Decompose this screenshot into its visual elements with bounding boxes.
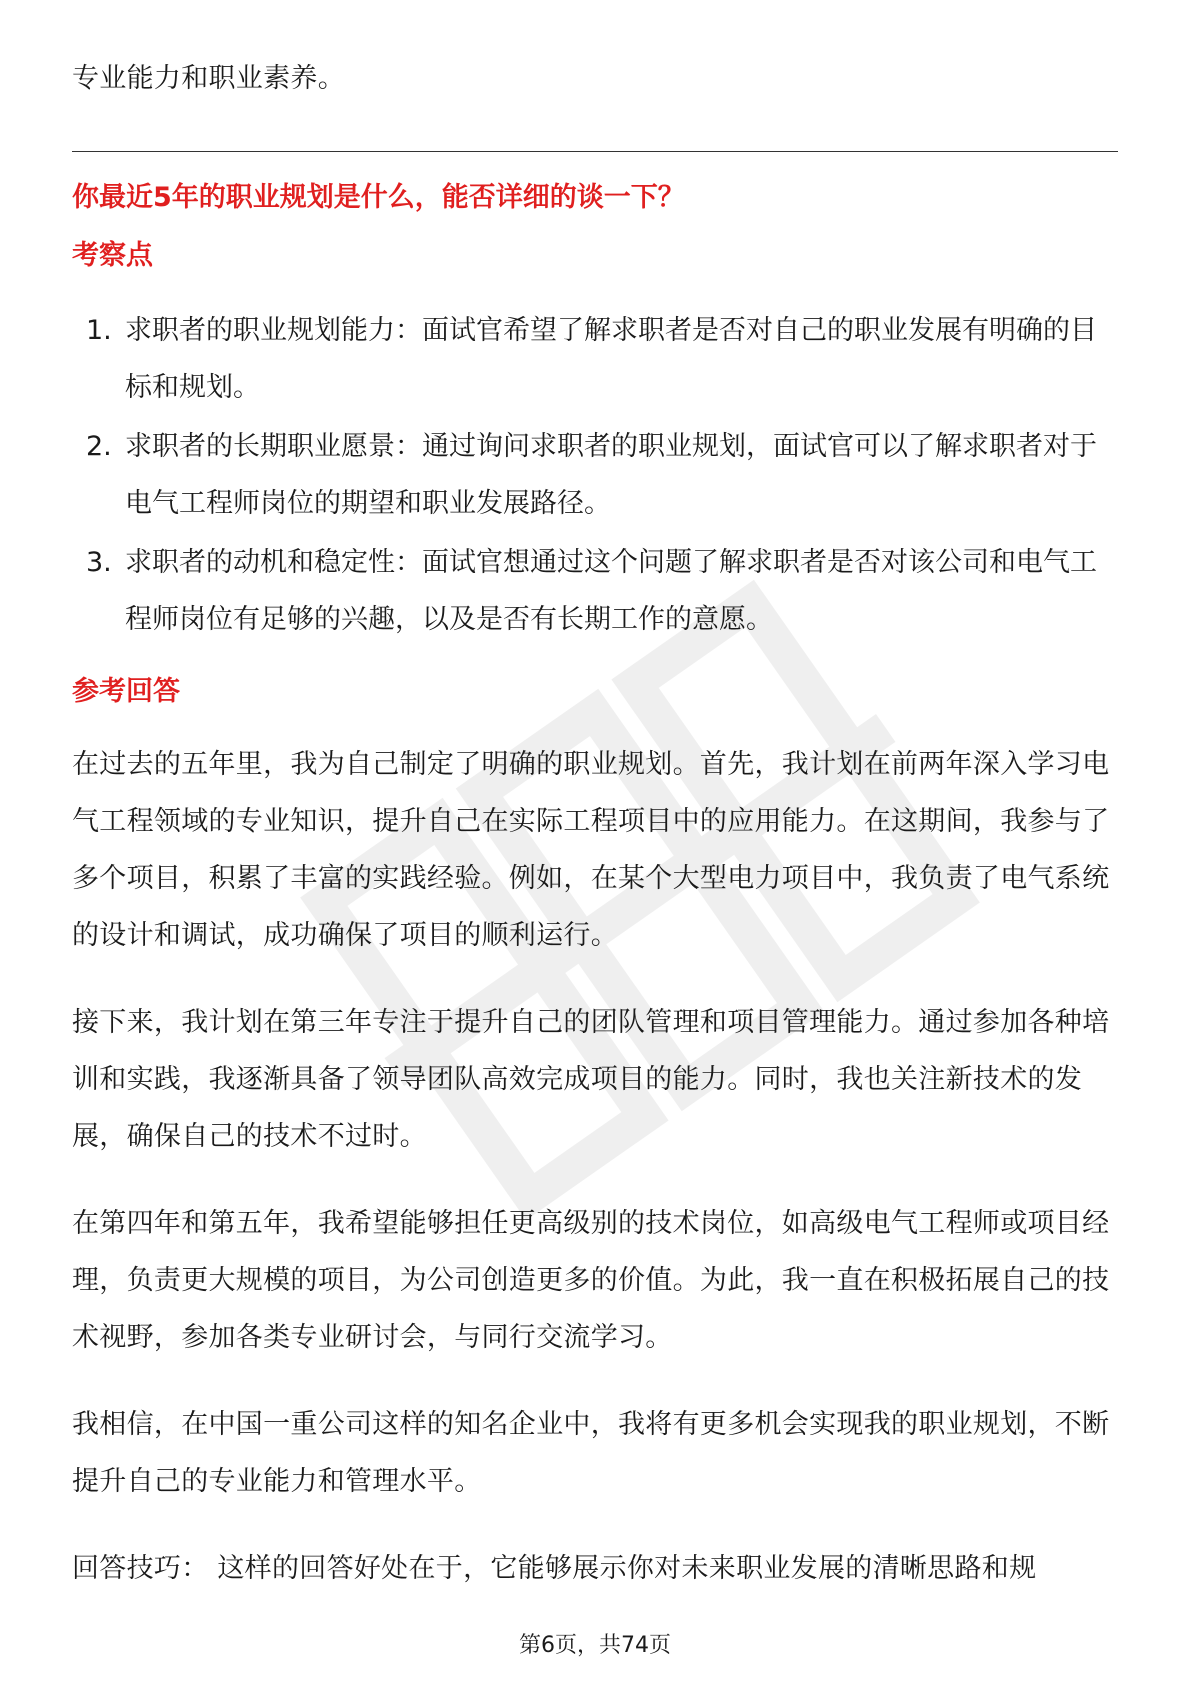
section-divider xyxy=(72,151,1118,152)
answer-paragraph: 在过去的五年里，我为自己制定了明确的职业规划。首先，我计划在前两年深入学习电气工程领域的专业知识，提升自己在实际工程项目中的应用能力。在这期间，我参与了多个项目，积累了丰富的实践经验。例如，在某个大型电力项目中，我负责了电气系统的设计和调试，成功确保了项目的顺利运行。 xyxy=(72,749,1110,951)
focus-point-text: 求职者的长期职业愿景：通过询问求职者的职业规划，面试官可以了解求职者对于电气工程师岗位的期望和职业发展路径。 xyxy=(125,431,1097,519)
answer-paragraph: 在第四年和第五年，我希望能够担任更高级别的技术岗位，如高级电气工程师或项目经理，负责更大规模的项目，为公司创造更多的价值。为此，我一直在积极拓展自己的技术视野，参加各类专业研讨会，与同行交流学习。 xyxy=(72,1208,1110,1353)
content-area xyxy=(72,50,1118,1597)
answer-paragraph: 接下来，我计划在第三年专注于提升自己的团队管理和项目管理能力。通过参加各种培训和实践，我逐渐具备了领导团队高效完成项目的能力。同时，我也关注新技术的发展，确保自己的技术不过时。 xyxy=(72,1007,1110,1152)
answer-paragraph: 我相信，在中国一重公司这样的知名企业中，我将有更多机会实现我的职业规划，不断提升自己的专业能力和管理水平。 xyxy=(72,1409,1110,1497)
focus-point-number: 2. xyxy=(86,431,112,462)
focus-point-item xyxy=(72,302,1118,416)
answer-title: 参考回答 xyxy=(72,676,180,707)
answer-tip: 回答技巧： 这样的回答好处在于，它能够展示你对未来职业发展的清晰思路和规 xyxy=(72,1553,1037,1584)
focus-point-text: 求职者的职业规划能力：面试官希望了解求职者是否对自己的职业发展有明确的目标和规划。 xyxy=(125,315,1097,403)
focus-point-number: 3. xyxy=(86,547,112,578)
focus-title: 考察点 xyxy=(72,240,153,271)
page-footer: 第6页，共74页 xyxy=(519,1633,671,1658)
focus-point-item xyxy=(72,418,1118,532)
question-heading: 你最近5年的职业规划是什么，能否详细的谈一下？ xyxy=(72,182,685,213)
focus-point-number: 1. xyxy=(86,315,112,346)
focus-point-item xyxy=(72,534,1118,648)
focus-point-text: 求职者的动机和稳定性：面试官想通过这个问题了解求职者是否对该公司和电气工程师岗位有足够的兴趣，以及是否有长期工作的意愿。 xyxy=(125,547,1097,635)
intro-fragment: 专业能力和职业素养。 xyxy=(72,63,345,94)
focus-points-list xyxy=(72,302,1118,648)
